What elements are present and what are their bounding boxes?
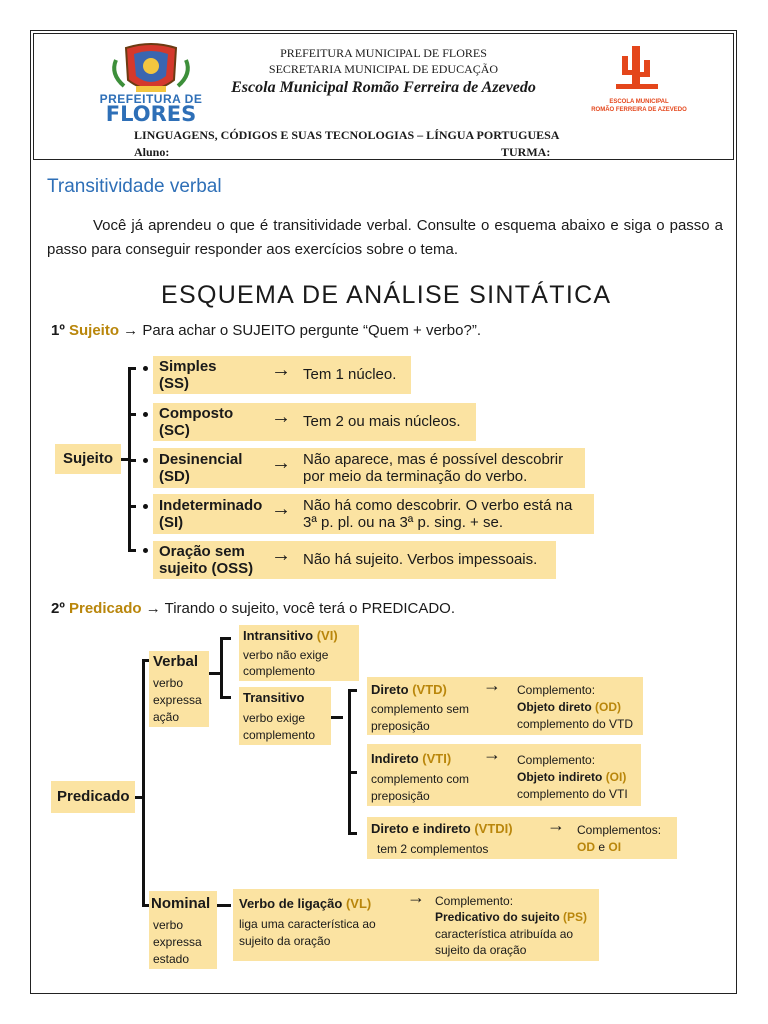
sujeito-item-oss: Oração sem sujeito (OSS) → Não há sujeito. Verbos impessoais. <box>153 541 556 579</box>
step-2-word: Predicado <box>69 600 142 617</box>
logo-left-text-2: FLORES <box>105 102 197 126</box>
logo-right-text-1: ESCOLA MUNICIPAL <box>609 99 669 105</box>
worksheet-page <box>30 30 737 994</box>
connector <box>220 637 223 699</box>
arrow-icon: → <box>271 406 291 428</box>
aluno-label: Aluno: <box>134 145 170 159</box>
nominal-box: Nominal verbo expressa estado <box>149 891 217 969</box>
connector <box>142 659 145 907</box>
connector <box>348 689 357 692</box>
step-1-word: Sujeito <box>69 322 120 339</box>
step-1-number: 1º <box>51 322 65 339</box>
connector <box>128 505 136 508</box>
arrow-icon: → <box>547 815 565 835</box>
connector <box>348 771 357 774</box>
sujeito-item-composto: Composto (SC) → Tem 2 ou mais núcleos. <box>153 403 476 441</box>
arrow-icon: → <box>271 452 291 474</box>
school-logo <box>591 42 687 122</box>
connector <box>128 413 136 416</box>
step-2-line <box>51 600 455 618</box>
vtd-box: Direto (VTD) complemento sem preposição → Complemento: Objeto direto (OD) complemento do VTD <box>367 677 643 735</box>
connector <box>217 904 231 907</box>
connector <box>128 367 136 370</box>
arrow-icon: → <box>271 498 291 520</box>
connector <box>128 459 136 462</box>
vti-box: Indireto (VTI) complemento com preposição → Complemento: Objeto indireto (OI) complemento do VTI <box>367 744 641 806</box>
arrow-icon: → <box>271 544 291 566</box>
bullet <box>143 412 148 417</box>
step-2-text: → Tirando o sujeito, você terá o PREDICADO. <box>141 600 455 617</box>
bullet <box>143 366 148 371</box>
arrow-icon: → <box>483 744 501 764</box>
page-title: Transitividade verbal <box>47 176 222 197</box>
bullet <box>143 504 148 509</box>
header-line-1: PREFEITURA MUNICIPAL DE FLORES <box>280 46 487 60</box>
logo-left-text-1: PREFEITURA DE <box>99 92 203 106</box>
scheme-title: ESQUEMA DE ANÁLISE SINTÁTICA <box>161 281 612 309</box>
predicado-root-box: Predicado <box>51 781 135 813</box>
connector <box>331 716 343 719</box>
header-line-2: SECRETARIA MUNICIPAL DE EDUCAÇÃO <box>268 62 499 76</box>
step-1-line <box>51 322 481 340</box>
step-2-number: 2º <box>51 600 65 617</box>
connector <box>128 549 136 552</box>
connector <box>348 832 357 835</box>
bullet <box>143 548 148 553</box>
arrow-icon: → <box>407 887 425 907</box>
connector <box>220 696 231 699</box>
subject-line: LINGUAGENS, CÓDIGOS E SUAS TECNOLOGIAS – LÍNGUA PORTUGUESA <box>134 128 560 142</box>
arrow-icon: → <box>271 359 291 381</box>
transitivo-box: Transitivo verbo exige complemento <box>239 687 331 745</box>
turma-label: TURMA: <box>501 145 551 159</box>
sujeito-item-indeterminado: Indeterminado (SI) → Não há como descobrir. O verbo está na 3ª p. pl. ou na 3ª p. sing. + se. <box>153 494 594 534</box>
sujeito-item-simples: Simples (SS) → Tem 1 núcleo. <box>153 356 411 394</box>
intro-paragraph: Você já aprendeu o que é transitividade verbal. Consulte o esquema abaixo e siga o passo a passo para conseguir responder aos exercícios sobre o tema. <box>47 217 723 258</box>
step-1-text: → Para achar o SUJEITO pergunte “Quem + verbo?”. <box>119 322 481 339</box>
header <box>33 33 734 160</box>
connector <box>220 637 231 640</box>
verbal-box: Verbal verbo expressa ação <box>149 651 209 727</box>
bullet <box>143 458 148 463</box>
cactus-icon <box>594 42 684 92</box>
connector <box>348 689 351 835</box>
vtdi-box: Direto e indireto (VTDI) tem 2 complementos → Complementos: OD e OI <box>367 817 677 859</box>
intransitivo-box: Intransitivo (VI) verbo não exige complemento <box>239 625 359 681</box>
sujeito-root-box: Sujeito <box>55 444 121 474</box>
sujeito-item-desinencial: Desinencial (SD) → Não aparece, mas é possível descobrir por meio da terminação do verbo. <box>153 448 585 488</box>
logo-right-text-2: ROMÃO FERREIRA DE AZEVEDO <box>591 107 687 113</box>
school-name: Escola Municipal Romão Ferreira de Azevedo <box>231 79 536 96</box>
vl-box: Verbo de ligação (VL) liga uma característica ao sujeito da oração → Complemento: Predicativo do sujeito (PS) característica atribuída ao sujeito da oração <box>233 889 599 961</box>
arrow-icon: → <box>483 675 501 695</box>
